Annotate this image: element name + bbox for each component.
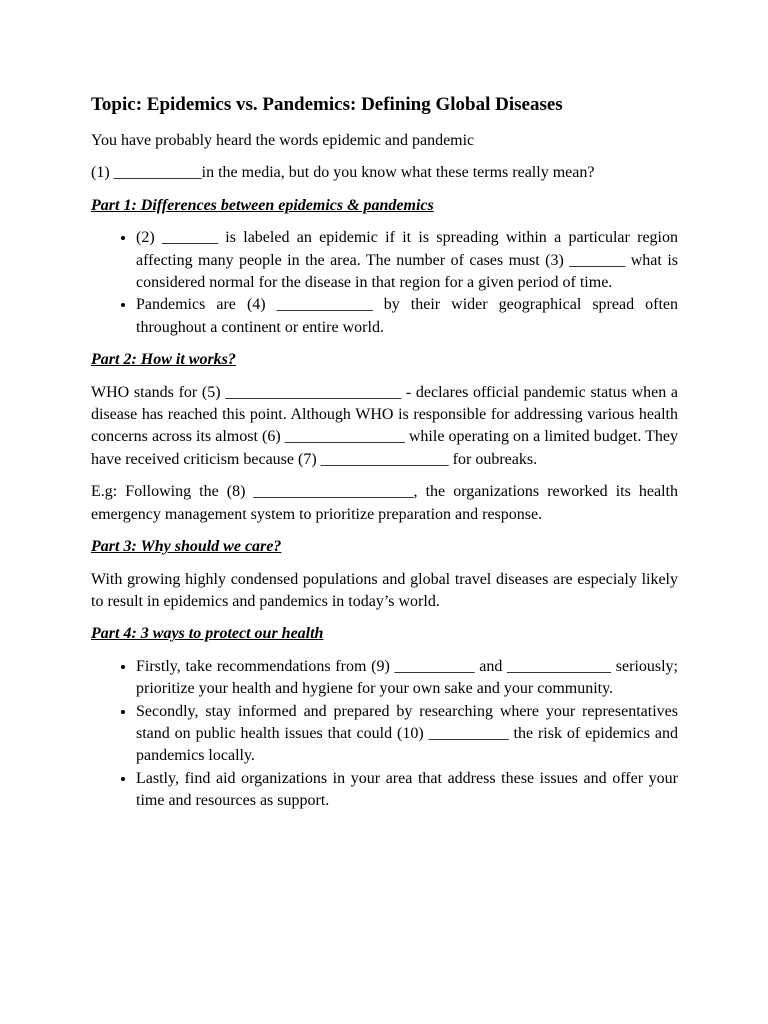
- intro-line-2: (1) ___________in the media, but do you know what these terms really mean?: [91, 164, 595, 182]
- part3-heading: Part 3: Why should we care?: [91, 538, 282, 556]
- document-page: [91, 92, 678, 823]
- part1-list: [91, 227, 678, 339]
- part4-bullet-1: • Firstly, take recommendations from (9) __________ and _____________ seriously; prioritize your health and hygiene for your own sake and your community.: [136, 656, 678, 701]
- part4-list: [91, 656, 678, 813]
- intro-line-1: You have probably heard the words epidemic and pandemic: [91, 132, 475, 149]
- part1-bullet-2: • Pandemics are (4) ____________ by their wider geographical spread often throughout a continent or entire world.: [136, 294, 678, 339]
- part2-heading: Part 2: How it works?: [91, 351, 236, 369]
- part1-bullet-1: • (2) _______ is labeled an epidemic if it is spreading within a particular region affecting many people in the area. The number of cases must (3) _______ what is considered normal for the disease in that region for a given period of time.: [136, 227, 678, 294]
- part2-paragraph-1: WHO stands for (5) ______________________ - declares official pandemic status when a disease has reached this point. Although WHO is responsible for addressing various health concerns across its almost (6) _______________ while operating on a limited budget. They have received criticism because (7) ________________ for oubreaks.: [91, 383, 678, 468]
- part4-bullet-3: • Lastly, find aid organizations in your area that address these issues and offer your time and resources as support.: [136, 768, 678, 813]
- part2-paragraph-2: E.g: Following the (8) ____________________, the organizations reworked its health emergency management system to prioritize preparation and response.: [91, 483, 678, 523]
- part3-paragraph: With growing highly condensed populations and global travel diseases are especialy likely to result in epidemics and pandemics in today’s world.: [91, 570, 678, 610]
- part4-bullet-2: • Secondly, stay informed and prepared by researching where your representatives stand on public health issues that could (10) __________ the risk of epidemics and pandemics locally.: [136, 701, 678, 768]
- part4-heading: Part 4: 3 ways to protect our health: [91, 625, 324, 643]
- part1-heading: Part 1: Differences between epidemics & pandemics: [91, 196, 434, 214]
- document-title: Topic: Epidemics vs. Pandemics: Defining Global Diseases: [91, 94, 563, 115]
